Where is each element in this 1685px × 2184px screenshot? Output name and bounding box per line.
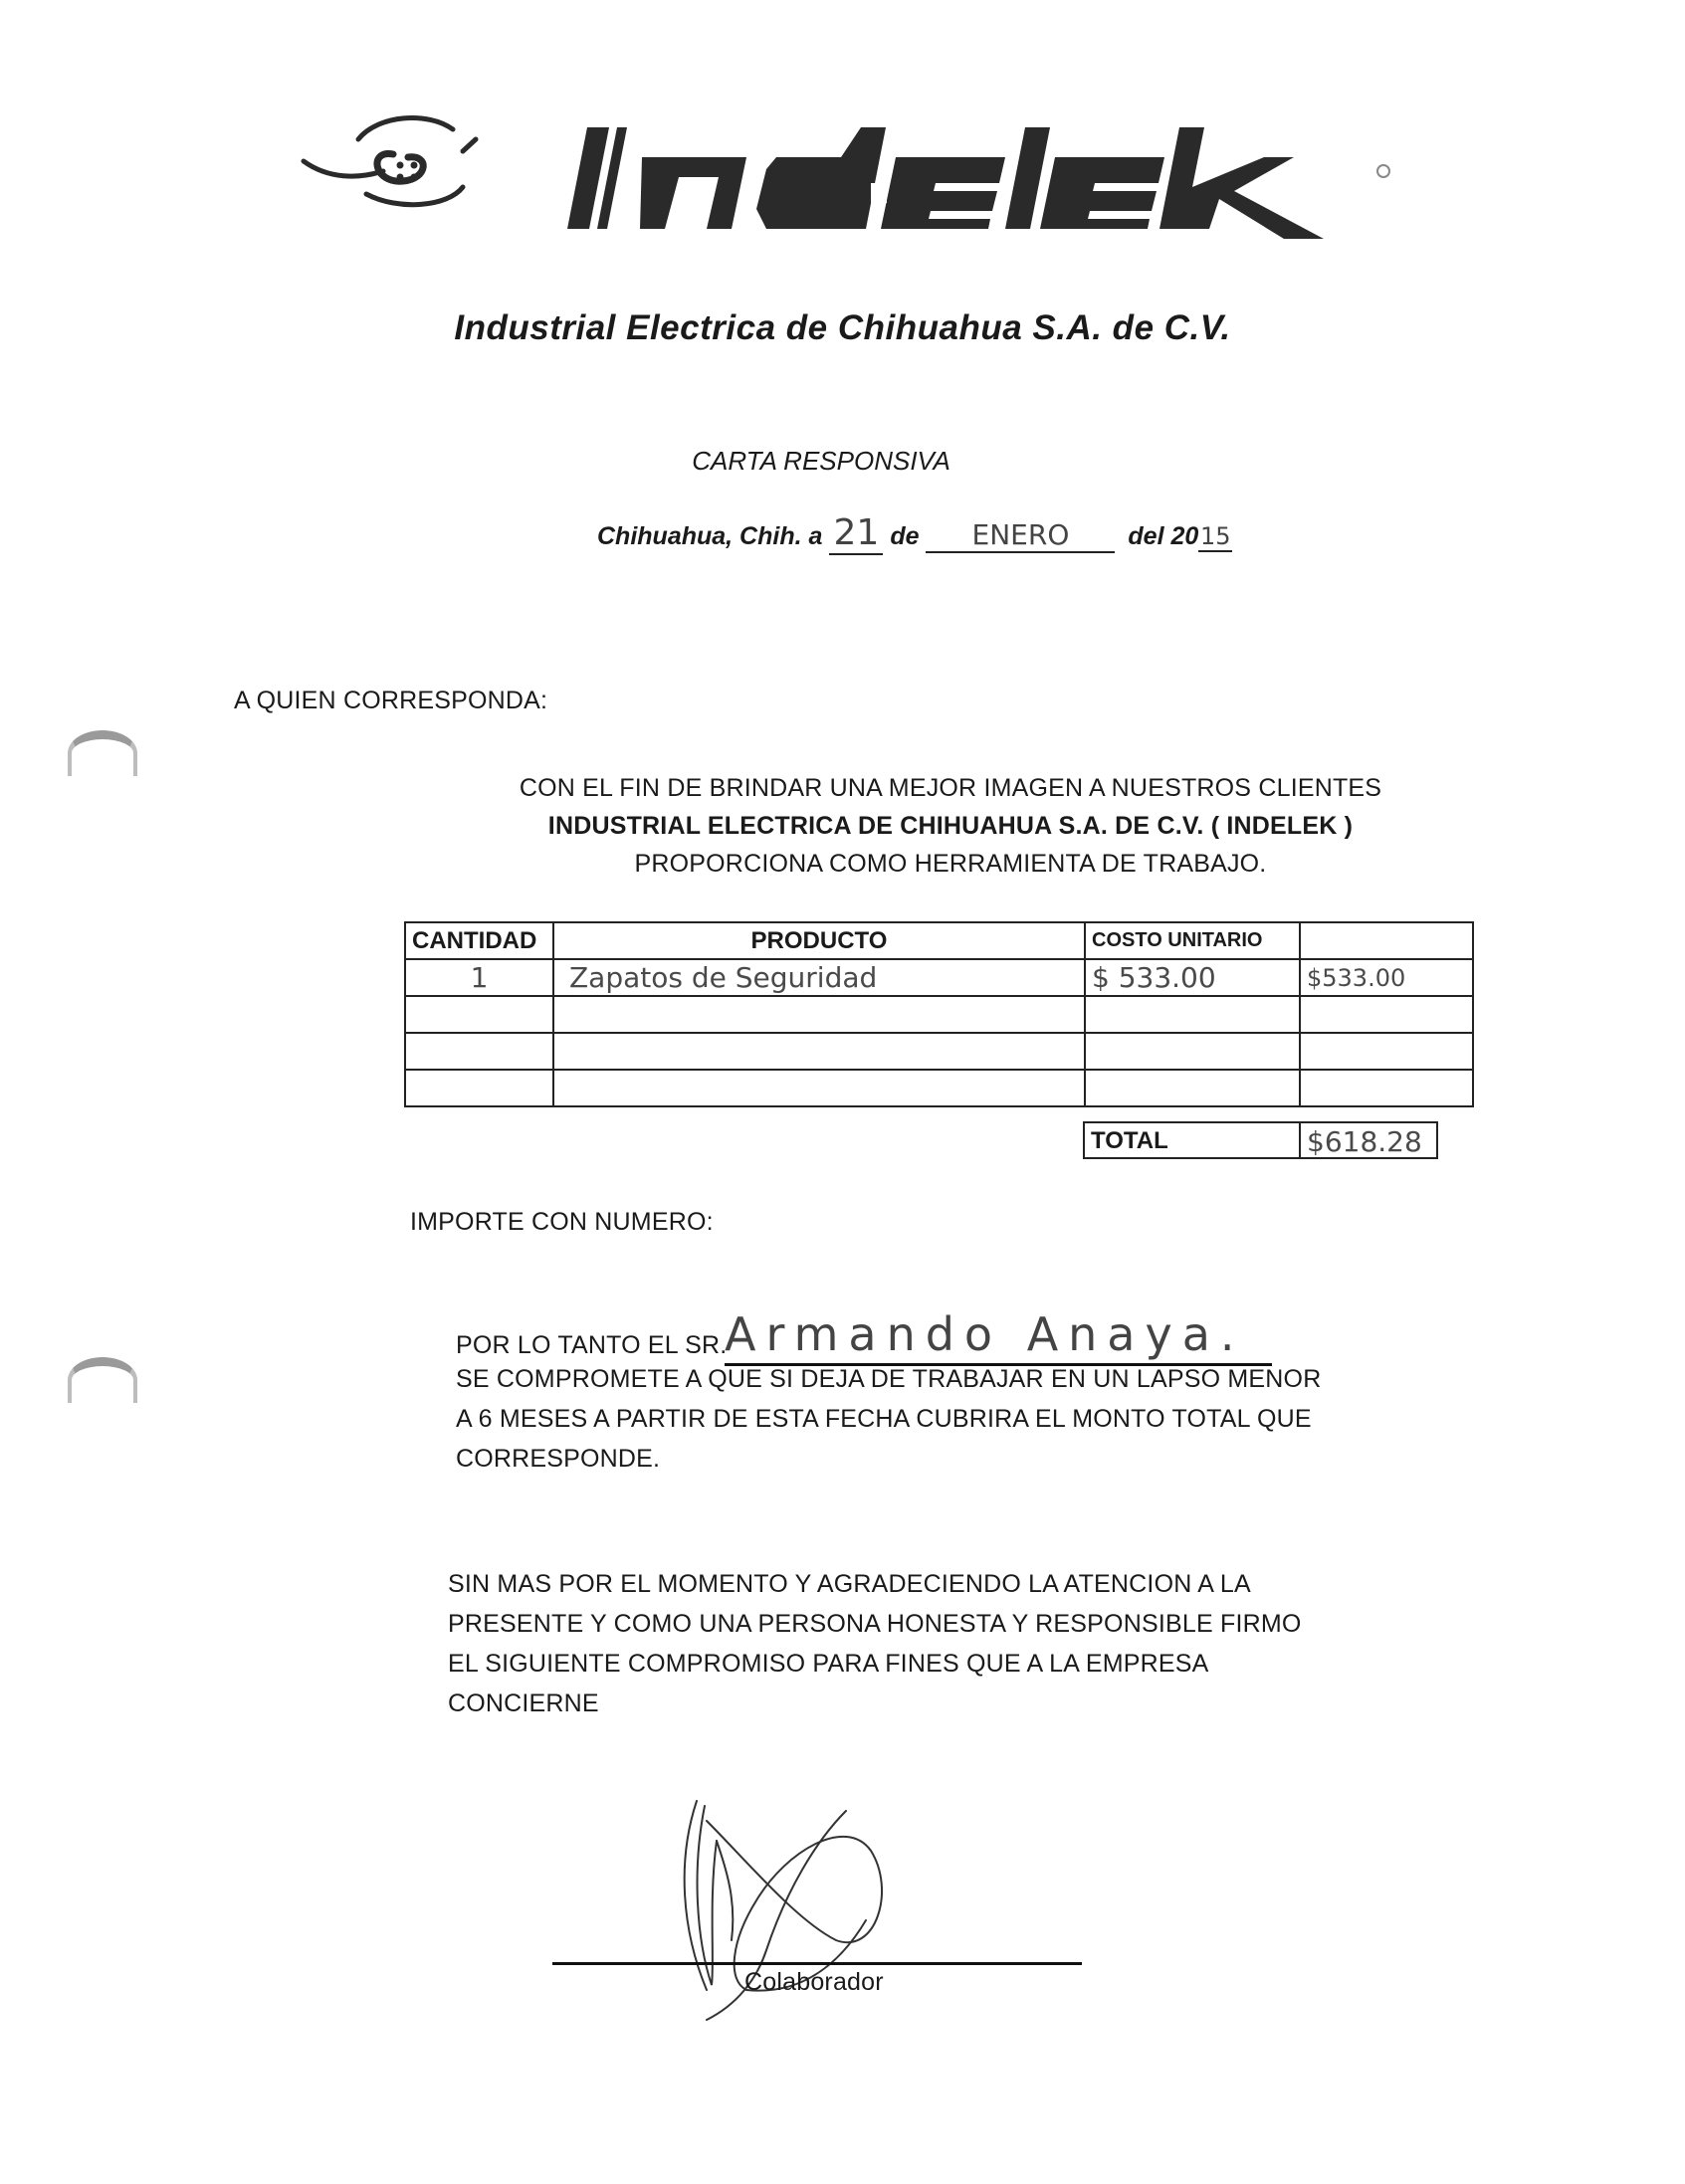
cell-cantidad[interactable]: [405, 1070, 553, 1106]
cell-producto[interactable]: [553, 1070, 1085, 1106]
importe-label: IMPORTE CON NUMERO:: [410, 1208, 714, 1236]
document-title: CARTA RESPONSIVA: [692, 446, 950, 476]
signature-label: Colaborador: [744, 1968, 884, 1996]
cell-importe[interactable]: [1300, 1033, 1473, 1070]
cell-cantidad[interactable]: [405, 996, 553, 1033]
closing-paragraph: [448, 1564, 1443, 1723]
signature-line: [552, 1962, 1082, 1965]
intro-line-2: INDUSTRIAL ELECTRICA DE CHIHUAHUA S.A. DE C.V. ( INDELEK ): [547, 812, 1354, 840]
total-value[interactable]: $618.28: [1307, 1125, 1422, 1158]
company-logo: [289, 99, 1433, 249]
salutation: A QUIEN CORRESPONDA:: [234, 687, 548, 714]
header-cantidad: CANTIDAD: [405, 922, 553, 959]
employee-name-field[interactable]: Armando Anaya.: [725, 1305, 1272, 1366]
company-name: Industrial Electrica de Chihuahua S.A. de C.V.: [454, 308, 1231, 347]
table-row: [405, 996, 1473, 1033]
date-year-field[interactable]: 15: [1200, 522, 1231, 550]
table-header-row: [405, 922, 1473, 959]
intro-paragraph: [398, 769, 1503, 883]
cell-importe[interactable]: [1300, 1070, 1473, 1106]
date-prefix: Chihuahua, Chih. a: [597, 522, 823, 550]
header-costo-unitario: COSTO UNITARIO: [1085, 922, 1300, 959]
intro-line-3: PROPORCIONA COMO HERRAMIENTA DE TRABAJO.: [634, 850, 1267, 878]
cell-cantidad[interactable]: 1: [405, 959, 553, 996]
punch-hole-bottom: [68, 1357, 137, 1403]
header-importe: [1300, 922, 1473, 959]
commitment-prefix: POR LO TANTO EL SR.: [456, 1331, 728, 1359]
commitment-line-2: SE COMPROMETE A QUE SI DEJA DE TRABAJAR EN UN LAPSO MENOR: [456, 1365, 1322, 1393]
cell-importe[interactable]: [1300, 996, 1473, 1033]
items-table: [404, 921, 1474, 1107]
header-producto: PRODUCTO: [553, 922, 1085, 959]
cell-costo-unitario[interactable]: [1085, 996, 1300, 1033]
commitment-paragraph: [456, 1307, 1451, 1479]
table-row: [405, 1033, 1473, 1070]
total-label: TOTAL: [1085, 1123, 1301, 1157]
indelek-logo-icon: [289, 99, 1433, 249]
commitment-line-3: A 6 MESES A PARTIR DE ESTA FECHA CUBRIRA EL MONTO TOTAL QUE: [456, 1405, 1312, 1433]
date-year-prefix: del 20: [1128, 522, 1199, 550]
cell-costo-unitario[interactable]: [1085, 1070, 1300, 1106]
date-month-field[interactable]: ENERO: [926, 518, 1115, 553]
total-box: [1083, 1121, 1438, 1159]
cell-producto[interactable]: [553, 1033, 1085, 1070]
punch-hole-top: [68, 730, 137, 776]
table-row: [405, 959, 1473, 996]
table-row: [405, 1070, 1473, 1106]
intro-line-1: CON EL FIN DE BRINDAR UNA MEJOR IMAGEN A NUESTROS CLIENTES: [519, 774, 1382, 802]
closing-line-2: PRESENTE Y COMO UNA PERSONA HONESTA Y RESPONSIBLE FIRMO: [448, 1610, 1302, 1638]
cell-cantidad[interactable]: [405, 1033, 553, 1070]
cell-costo-unitario[interactable]: $ 533.00: [1085, 959, 1300, 996]
closing-line-3: EL SIGUIENTE COMPROMISO PARA FINES QUE A LA EMPRESA: [448, 1650, 1209, 1678]
date-day-field[interactable]: 21: [829, 512, 883, 555]
date-line: [597, 512, 1232, 555]
cell-costo-unitario[interactable]: [1085, 1033, 1300, 1070]
cell-producto[interactable]: Zapatos de Seguridad: [553, 959, 1085, 996]
commitment-line-4: CORRESPONDE.: [456, 1445, 661, 1473]
date-connector: de: [890, 522, 920, 550]
commitment-line-1: [456, 1307, 1451, 1361]
closing-line-1: SIN MAS POR EL MOMENTO Y AGRADECIENDO LA ATENCION A LA: [448, 1570, 1251, 1598]
cell-producto[interactable]: [553, 996, 1085, 1033]
closing-line-4: CONCIERNE: [448, 1689, 599, 1717]
cell-importe[interactable]: $533.00: [1300, 959, 1473, 996]
